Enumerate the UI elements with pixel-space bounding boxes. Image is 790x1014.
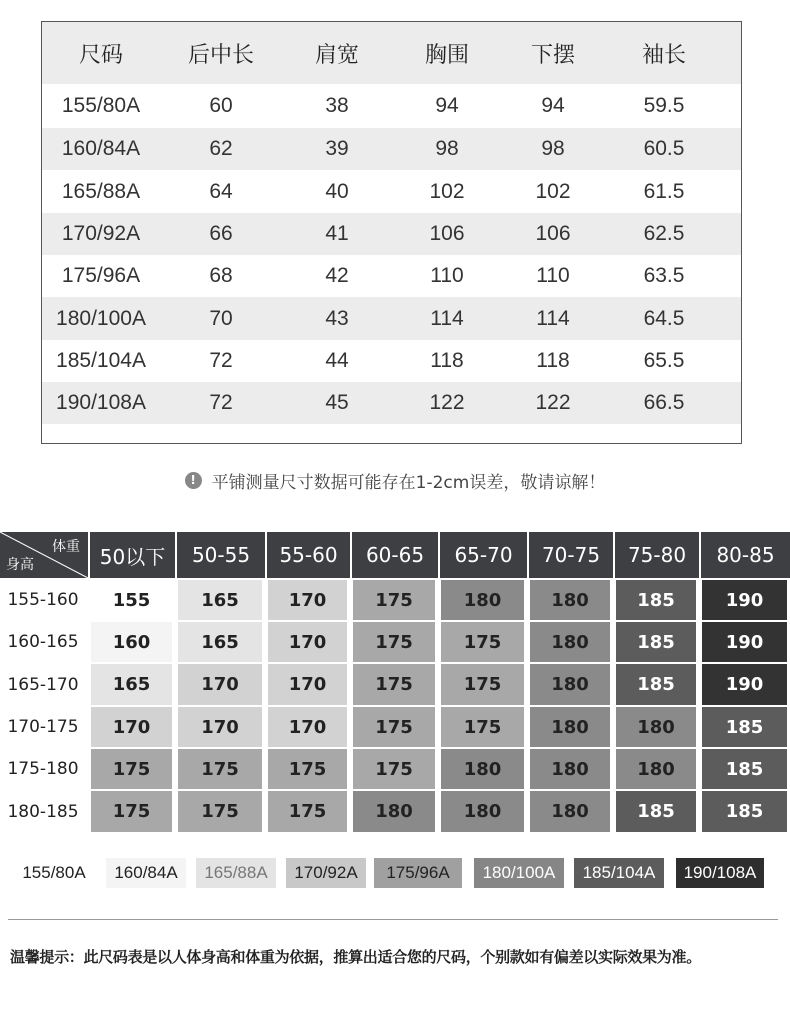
legend-item: 155/80A (14, 858, 94, 888)
recommended-size-cell: 175 (353, 707, 435, 747)
recommended-size-cell: 155 (91, 580, 172, 620)
recommended-size-cell: 185 (702, 749, 787, 789)
size-recommend-table (0, 532, 790, 834)
size-label-cell: 160/84A (61, 137, 141, 160)
table-cell: 72 (209, 349, 233, 372)
recommended-size-cell: 175 (178, 749, 262, 789)
table-cell: 70 (209, 306, 233, 330)
legend-item: 165/88A (196, 858, 276, 888)
table-cell: 45 (325, 391, 349, 414)
table-cell: 122 (429, 391, 465, 414)
size-table-header (42, 22, 741, 84)
table-cell: 64 (209, 179, 233, 203)
legend-item: 180/100A (474, 858, 564, 888)
recommended-size-cell: 170 (268, 580, 347, 620)
table-cell: 61.5 (643, 179, 685, 203)
table-cell: 43 (325, 306, 349, 330)
divider (8, 919, 778, 920)
measure-note (0, 467, 790, 493)
table-cell: 62 (209, 137, 233, 160)
table-row (42, 213, 741, 255)
recommended-size-cell: 180 (530, 664, 610, 705)
table-cell: 98 (541, 137, 565, 160)
recommended-size-cell: 175 (178, 791, 262, 832)
recommended-size-cell: 180 (530, 791, 610, 832)
recommended-size-cell: 175 (353, 664, 435, 705)
recommended-size-cell: 165 (178, 622, 262, 662)
size-table-header-cell: 尺码 (78, 42, 123, 68)
recommend-table-header (0, 532, 790, 578)
recommended-size-cell: 190 (702, 664, 787, 705)
table-cell: 41 (325, 222, 349, 245)
size-label-cell: 170/92A (61, 222, 141, 245)
recommended-size-cell: 180 (616, 707, 696, 747)
weight-header-cell: 70-75 (527, 532, 613, 578)
recommended-size-cell: 185 (616, 580, 696, 620)
size-table (41, 21, 742, 444)
recommended-size-cell: 180 (530, 707, 610, 747)
size-table-header-cell: 袖长 (641, 42, 686, 68)
table-cell: 44 (325, 349, 349, 372)
height-row-label: 170-175 (0, 707, 86, 747)
size-label-cell: 180/100A (56, 306, 146, 330)
size-table-header-cell: 肩宽 (314, 42, 359, 68)
table-cell: 98 (435, 137, 459, 160)
weight-header-cell: 50-55 (175, 532, 265, 578)
table-cell: 62.5 (643, 222, 685, 245)
recommended-size-cell: 165 (91, 664, 172, 705)
size-table-header-cell: 后中长 (187, 42, 254, 68)
table-cell: 72 (209, 391, 233, 414)
table-cell: 114 (430, 306, 464, 330)
recommended-size-cell: 170 (268, 707, 347, 747)
recommended-size-cell: 185 (616, 791, 696, 832)
table-cell: 118 (430, 349, 464, 372)
legend-item: 175/96A (374, 858, 462, 888)
table-row (42, 340, 741, 382)
table-cell: 59.5 (643, 94, 685, 117)
recommended-size-cell: 165 (178, 580, 262, 620)
size-label-cell: 155/80A (61, 94, 141, 117)
table-cell: 65.5 (643, 349, 685, 372)
size-label-cell: 165/88A (61, 179, 141, 203)
recommended-size-cell: 175 (353, 580, 435, 620)
recommended-size-cell: 180 (441, 749, 524, 789)
height-row-label: 155-160 (0, 580, 86, 620)
legend-item: 160/84A (106, 858, 186, 888)
height-row-label: 165-170 (0, 664, 86, 705)
size-table-header-cell: 胸围 (424, 42, 469, 68)
table-cell: 94 (541, 94, 565, 117)
table-cell: 64.5 (643, 306, 685, 330)
recommended-size-cell: 175 (441, 664, 524, 705)
corner-cell (0, 532, 88, 578)
height-row-label: 175-180 (0, 749, 86, 789)
table-row (42, 255, 741, 297)
table-cell: 110 (536, 264, 570, 287)
height-row-label: 180-185 (0, 791, 86, 832)
recommended-size-cell: 175 (91, 749, 172, 789)
weight-header-cell: 75-80 (613, 532, 699, 578)
measure-note-text: 平铺测量尺寸数据可能存在1-2cm误差，敬请谅解！ (211, 472, 606, 493)
size-label-cell: 175/96A (61, 264, 141, 287)
table-cell: 94 (435, 94, 459, 117)
recommended-size-cell: 180 (616, 749, 696, 789)
warm-tip: 温馨提示：此尺码表是以人体身高和体重为依据，推算出适合您的尺码，个别款如有偏差以实际效果为准。 (10, 947, 701, 966)
recommended-size-cell: 175 (353, 749, 435, 789)
table-cell: 66.5 (643, 391, 685, 414)
table-row (42, 84, 741, 128)
table-row (42, 170, 741, 213)
recommended-size-cell: 170 (268, 622, 347, 662)
recommended-size-cell: 185 (702, 791, 787, 832)
table-cell: 39 (325, 137, 349, 160)
table-cell: 68 (209, 264, 233, 287)
recommended-size-cell: 185 (616, 664, 696, 705)
size-table-header-cell: 下摆 (530, 42, 575, 68)
legend-item: 170/92A (286, 858, 366, 888)
legend-item: 185/104A (574, 858, 664, 888)
table-cell: 102 (535, 179, 571, 203)
height-row-label: 160-165 (0, 622, 86, 662)
recommended-size-cell: 180 (530, 749, 610, 789)
table-cell: 60 (209, 94, 233, 117)
legend-item: 190/108A (676, 858, 764, 888)
table-row (42, 128, 741, 170)
recommended-size-cell: 180 (441, 791, 524, 832)
size-label-cell: 185/104A (56, 349, 146, 372)
recommended-size-cell: 170 (268, 664, 347, 705)
recommended-size-cell: 160 (91, 622, 172, 662)
table-row (42, 297, 741, 340)
table-cell: 114 (536, 306, 570, 330)
table-cell: 102 (429, 179, 465, 203)
weight-header-cell: 50以下 (88, 532, 175, 578)
table-cell: 42 (325, 264, 349, 287)
recommended-size-cell: 170 (178, 707, 262, 747)
recommended-size-cell: 180 (530, 622, 610, 662)
table-cell: 66 (209, 222, 233, 245)
table-cell: 106 (535, 222, 571, 245)
recommended-size-cell: 190 (702, 622, 787, 662)
table-cell: 63.5 (643, 264, 685, 287)
recommended-size-cell: 185 (616, 622, 696, 662)
size-label-cell: 190/108A (56, 391, 146, 414)
table-cell: 118 (536, 349, 570, 372)
exclamation-circle-icon: ! (185, 472, 202, 489)
table-row (42, 382, 741, 424)
recommended-size-cell: 170 (91, 707, 172, 747)
recommended-size-cell: 170 (178, 664, 262, 705)
recommended-size-cell: 180 (530, 580, 610, 620)
table-cell: 38 (325, 94, 349, 117)
recommended-size-cell: 190 (702, 580, 787, 620)
recommended-size-cell: 175 (353, 622, 435, 662)
weight-axis-label: 体重 (52, 539, 80, 555)
height-axis-label: 身高 (6, 557, 34, 573)
recommended-size-cell: 175 (268, 791, 347, 832)
weight-header-cell: 55-60 (265, 532, 350, 578)
weight-header-cell: 80-85 (699, 532, 790, 578)
weight-header-cell: 60-65 (350, 532, 438, 578)
recommended-size-cell: 175 (91, 791, 172, 832)
recommended-size-cell: 175 (441, 707, 524, 747)
weight-header-cell: 65-70 (438, 532, 527, 578)
recommended-size-cell: 175 (268, 749, 347, 789)
table-cell: 122 (535, 391, 571, 414)
table-cell: 60.5 (643, 137, 685, 160)
recommended-size-cell: 185 (702, 707, 787, 747)
recommended-size-cell: 175 (441, 622, 524, 662)
table-cell: 106 (429, 222, 465, 245)
recommended-size-cell: 180 (353, 791, 435, 832)
recommended-size-cell: 180 (441, 580, 524, 620)
table-cell: 110 (430, 264, 464, 287)
table-cell: 40 (325, 179, 349, 203)
